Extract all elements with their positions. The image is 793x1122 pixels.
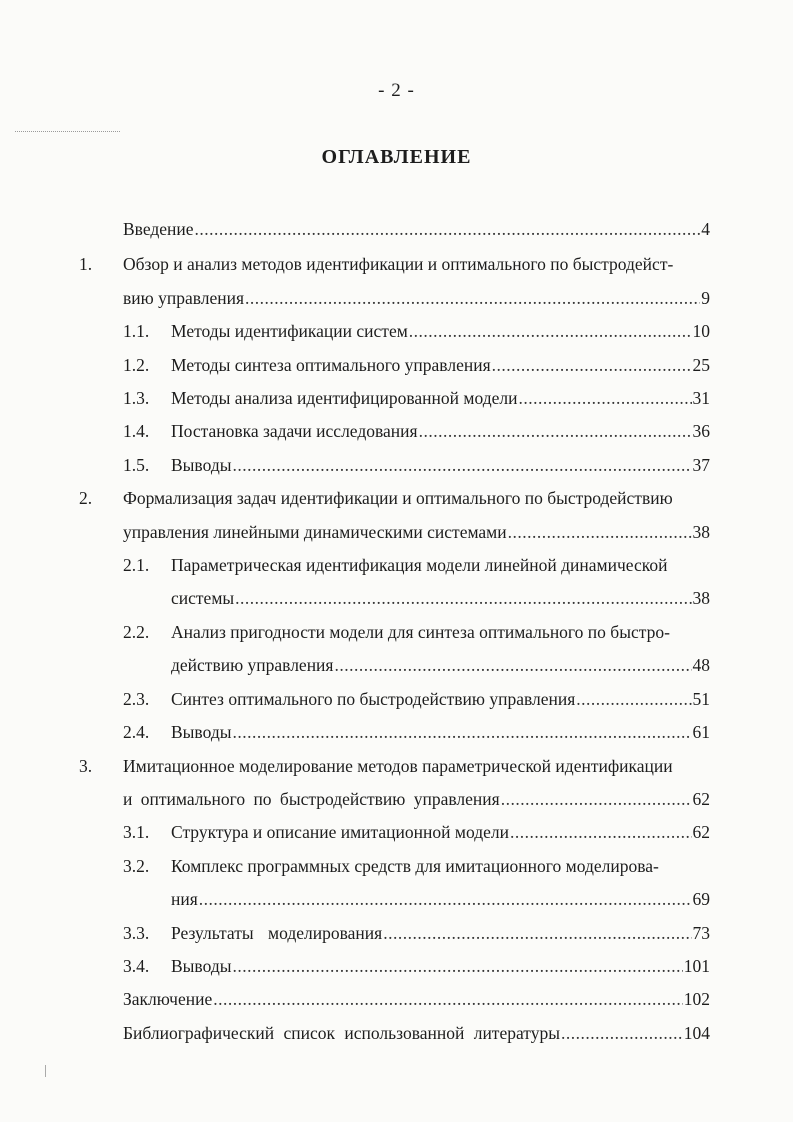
section-title-line[interactable]: Параметрическая идентификация модели линейной динамической [171, 555, 668, 575]
chapter-number: 2. [79, 488, 93, 508]
toc-entry-2-1[interactable] [171, 585, 710, 611]
toc-entry-2-3[interactable] [171, 686, 710, 712]
section-number: 1.2. [123, 355, 150, 375]
section-number: 1.4. [123, 421, 150, 441]
leader-dots [409, 318, 692, 344]
toc-entry-page: 25 [692, 355, 710, 375]
toc-entry-3-1[interactable] [171, 819, 710, 845]
toc-entry-intro[interactable] [123, 216, 710, 242]
toc-entry-page: 69 [692, 889, 710, 909]
toc-entry-label: Введение [123, 219, 194, 239]
leader-dots [492, 352, 692, 378]
chapter-title-line: вию управления [123, 288, 245, 308]
toc-entry-page: 4 [701, 219, 710, 239]
chapter-title-line: управления линейными динамическими системами [123, 522, 507, 542]
toc-entry-page: 10 [692, 321, 710, 341]
toc-entry-page: 62 [692, 822, 710, 842]
toc-entry-label: Выводы [171, 722, 232, 742]
chapter-title-line[interactable]: Формализация задач идентификации и оптимального по быстродействию [123, 488, 673, 508]
section-number: 2.2. [123, 622, 150, 642]
section-title-line[interactable]: Комплекс программных средств для имитационного моделирова- [171, 856, 659, 876]
toc-entry-label: Методы синтеза оптимального управления [171, 355, 491, 375]
toc-entry-3-3[interactable] [171, 920, 710, 946]
scan-artifact-line [15, 131, 120, 133]
toc-entry-chapter-1[interactable] [123, 285, 710, 311]
leader-dots [232, 452, 691, 478]
toc-entry-bibliography[interactable] [123, 1020, 710, 1046]
section-number: 3.4. [123, 956, 150, 976]
page-number: - 2 - [378, 80, 415, 101]
toc-entry-page: 48 [692, 655, 710, 675]
toc-entry-page: 73 [692, 923, 710, 943]
toc-entry-2-2[interactable] [171, 652, 710, 678]
toc-entry-label: Структура и описание имитационной модели [171, 822, 509, 842]
toc-entry-1-3[interactable] [171, 385, 710, 411]
leader-dots [576, 686, 691, 712]
section-number: 3.2. [123, 856, 150, 876]
leader-dots [561, 1020, 683, 1046]
chapter-number: 3. [79, 756, 93, 776]
section-number: 2.1. [123, 555, 150, 575]
leader-dots [508, 519, 692, 545]
scan-artifact-mark [45, 1065, 46, 1077]
section-title-line[interactable]: Анализ пригодности модели для синтеза оптимального по быстро- [171, 622, 670, 642]
toc-entry-page: 38 [692, 588, 710, 608]
leader-dots [213, 986, 683, 1012]
leader-dots [232, 719, 691, 745]
toc-entry-1-1[interactable] [171, 318, 710, 344]
page-title: ОГЛАВЛЕНИЕ [321, 146, 472, 168]
toc-entry-3-4[interactable] [171, 953, 710, 979]
toc-entry-page: 104 [683, 1023, 710, 1043]
section-title-line: действию управления [171, 655, 334, 675]
chapter-number: 1. [79, 254, 93, 274]
section-title-line: ния [171, 889, 198, 909]
section-number: 1.5. [123, 455, 150, 475]
leader-dots [510, 819, 692, 845]
section-number: 1.3. [123, 388, 150, 408]
toc-entry-label: Выводы [171, 956, 232, 976]
toc-entry-page: 101 [683, 956, 710, 976]
leader-dots [518, 385, 691, 411]
section-number: 1.1. [123, 321, 150, 341]
toc-entry-chapter-2[interactable] [123, 519, 710, 545]
toc-entry-page: 51 [692, 689, 710, 709]
section-number: 3.3. [123, 923, 150, 943]
section-number: 2.4. [123, 722, 150, 742]
toc-entry-label: Результаты моделирования [171, 923, 383, 943]
toc-entry-page: 102 [683, 989, 710, 1009]
toc-entry-page: 61 [692, 722, 710, 742]
toc-entry-1-4[interactable] [171, 418, 710, 444]
chapter-title-line[interactable]: Обзор и анализ методов идентификации и оптимального по быстродейст- [123, 254, 674, 274]
toc-entry-label: Заключение [123, 989, 213, 1009]
toc-entry-label: Синтез оптимального по быстродействию управления [171, 689, 576, 709]
leader-dots [501, 786, 692, 812]
section-number: 2.3. [123, 689, 150, 709]
toc-entry-label: Постановка задачи исследования [171, 421, 418, 441]
toc-entry-page: 38 [692, 522, 710, 542]
leader-dots [232, 953, 682, 979]
chapter-title-line: и оптимального по быстродействию управления [123, 789, 500, 809]
leader-dots [199, 886, 692, 912]
toc-entry-page: 62 [692, 789, 710, 809]
leader-dots [383, 920, 691, 946]
chapter-title-line[interactable]: Имитационное моделирование методов параметрической идентификации [123, 756, 673, 776]
toc-entry-1-2[interactable] [171, 352, 710, 378]
toc-entry-label: Выводы [171, 455, 232, 475]
toc-entry-page: 36 [692, 421, 710, 441]
toc-entry-page: 31 [692, 388, 710, 408]
toc-entry-label: Методы анализа идентифицированной модели [171, 388, 518, 408]
leader-dots [245, 285, 700, 311]
leader-dots [334, 652, 691, 678]
toc-entry-label: Методы идентификации систем [171, 321, 408, 341]
leader-dots [195, 216, 701, 242]
toc-entry-page: 9 [701, 288, 710, 308]
toc-entry-label: Библиографический список использованной литературы [123, 1023, 560, 1043]
leader-dots [419, 418, 692, 444]
toc-entry-page: 37 [692, 455, 710, 475]
section-title-line: системы [171, 588, 235, 608]
toc-entry-1-5[interactable] [171, 452, 710, 478]
toc-entry-2-4[interactable] [171, 719, 710, 745]
section-number: 3.1. [123, 822, 150, 842]
toc-entry-3-2[interactable] [171, 886, 710, 912]
toc-entry-conclusion[interactable] [123, 986, 710, 1012]
toc-entry-chapter-3[interactable] [123, 786, 710, 812]
leader-dots [235, 585, 691, 611]
